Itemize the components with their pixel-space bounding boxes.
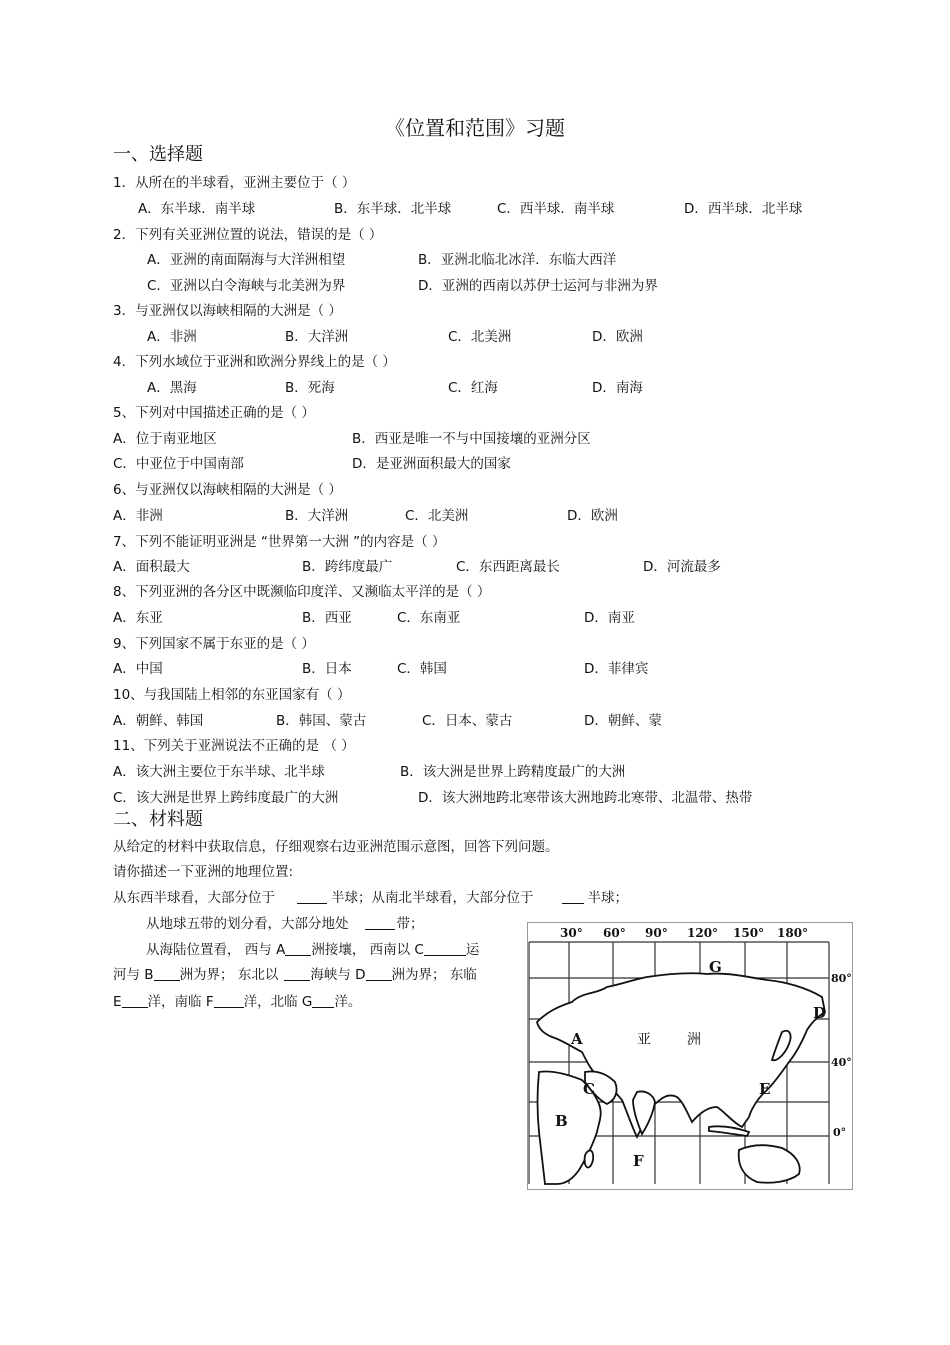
blank-5[interactable] xyxy=(424,941,466,956)
q6-stem: 6、与亚洲仅以海峡相隔的大洲是（ ） xyxy=(113,482,342,498)
q8-option-a: A．东亚 xyxy=(113,610,163,626)
blank-8[interactable] xyxy=(366,966,392,981)
q3-option-b: B．大洋洲 xyxy=(285,329,349,345)
q2-option-b: B．亚洲北临北冰洋．东临大西洋 xyxy=(418,252,617,268)
fill-text: 从海陆位置看， 西与 A xyxy=(146,942,286,958)
blank-2[interactable] xyxy=(562,889,584,904)
fill-text: 从地球五带的划分看，大部分地处 xyxy=(146,916,349,932)
lon-label-30: 30° xyxy=(560,926,583,940)
q9-option-c: C．韩国 xyxy=(397,661,447,677)
q6-option-c: C．北美洲 xyxy=(405,508,469,524)
q9-stem: 9、下列国家不属于东亚的是（ ） xyxy=(113,636,315,652)
q5-option-d: D．是亚洲面积最大的国家 xyxy=(352,456,511,472)
q8-stem: 8、下列亚洲的各分区中既濒临印度洋、又濒临太平洋的是（ ） xyxy=(113,584,491,600)
blank-3[interactable] xyxy=(365,915,395,930)
fill-text: E xyxy=(113,994,122,1010)
fill-text: 洲为界； 东北以 xyxy=(179,967,279,983)
fill-text: 洋。 xyxy=(334,994,362,1010)
blank-6[interactable] xyxy=(154,966,180,981)
q3-stem: 3．与亚洲仅以海峡相隔的大洲是（ ） xyxy=(113,303,342,319)
q10-option-a: A．朝鲜、韩国 xyxy=(113,713,204,729)
q2-option-a: A．亚洲的南面隔海与大洋洲相望 xyxy=(147,252,346,268)
q4-option-b: B．死海 xyxy=(285,380,335,396)
fill-text: 运 xyxy=(465,942,480,958)
lat-label-40: 40° xyxy=(831,1056,852,1069)
fill-line-zone xyxy=(146,915,424,933)
continent-char-1: 亚 xyxy=(637,1032,651,1048)
q9-option-a: A．中国 xyxy=(113,661,163,677)
q10-option-b: B．韩国、蒙古 xyxy=(276,713,367,729)
q1-option-b: B．东半球．北半球 xyxy=(334,201,452,217)
blank-9[interactable] xyxy=(122,993,148,1008)
q10-option-c: C．日本、蒙古 xyxy=(422,713,513,729)
q2-stem: 2．下列有关亚洲位置的说法，错误的是（ ） xyxy=(113,227,383,243)
map-label-G: G xyxy=(709,958,722,976)
fill-text: 河与 B xyxy=(113,967,154,983)
q1-option-a: A．东半球．南半球 xyxy=(138,201,256,217)
fill-text: 带； xyxy=(396,916,424,932)
q4-option-c: C．红海 xyxy=(448,380,498,396)
q9-option-d: D．菲律宾 xyxy=(584,661,649,677)
q4-stem: 4．下列水域位于亚洲和欧洲分界线上的是（ ） xyxy=(113,354,396,370)
q7-option-c: C．东西距离最长 xyxy=(456,559,560,575)
section-choice-heading: 一、选择题 xyxy=(113,144,203,165)
fill-text: 半球； xyxy=(587,890,628,906)
continent-char-2: 洲 xyxy=(687,1032,701,1048)
q2-option-c: C．亚洲以白令海峡与北美洲为界 xyxy=(147,278,346,294)
lon-label-90: 90° xyxy=(645,926,668,940)
fill-line-sea-2 xyxy=(113,966,477,984)
lon-label-60: 60° xyxy=(603,926,626,940)
q11-option-a: A．该大洲主要位于东半球、北半球 xyxy=(113,764,325,780)
asia-map xyxy=(527,922,853,1190)
map-label-A: A xyxy=(571,1030,583,1048)
q6-option-a: A．非洲 xyxy=(113,508,163,524)
map-label-B: B xyxy=(555,1112,568,1130)
q5-option-a: A．位于南亚地区 xyxy=(113,431,217,447)
q1-option-c: C．西半球．南半球 xyxy=(497,201,615,217)
q8-option-c: C．东南亚 xyxy=(397,610,461,626)
q11-option-d: D．该大洲地跨北寒带该大洲地跨北寒带、北温带、热带 xyxy=(418,790,753,806)
blank-11[interactable] xyxy=(312,993,334,1008)
q3-option-a: A．非洲 xyxy=(147,329,197,345)
fill-text: 洋，北临 G xyxy=(243,994,313,1010)
fill-text: 洲为界； 东临 xyxy=(391,967,477,983)
page-title: 《位置和范围》习题 xyxy=(385,116,565,140)
blank-1[interactable] xyxy=(297,889,327,904)
q9-option-b: B．日本 xyxy=(302,661,352,677)
fill-text: 洋，南临 F xyxy=(147,994,214,1010)
fill-line-hemisphere xyxy=(113,889,628,907)
q7-stem: 7、下列不能证明亚洲是 “世界第一大洲 ”的内容是（ ） xyxy=(113,534,446,550)
q5-stem: 5、下列对中国描述正确的是（ ） xyxy=(113,405,315,421)
map-label-F: F xyxy=(633,1152,644,1170)
q11-option-c: C．该大洲是世界上跨纬度最广的大洲 xyxy=(113,790,339,806)
fill-text: 半球；从南北半球看，大部分位于 xyxy=(331,890,534,906)
q7-option-a: A．面积最大 xyxy=(113,559,190,575)
blank-4[interactable] xyxy=(285,941,311,956)
q1-stem: 1．从所在的半球看，亚洲主要位于（ ） xyxy=(113,175,356,191)
blank-10[interactable] xyxy=(214,993,244,1008)
q7-option-d: D．河流最多 xyxy=(643,559,721,575)
q3-option-d: D．欧洲 xyxy=(592,329,643,345)
lat-label-80: 80° xyxy=(831,972,852,985)
lon-label-120: 120° xyxy=(687,926,719,940)
q5-option-c: C．中亚位于中国南部 xyxy=(113,456,244,472)
q11-stem: 11、下列关于亚洲说法不正确的是 （ ） xyxy=(113,738,355,754)
q10-stem: 10、与我国陆上相邻的东亚国家有（ ） xyxy=(113,687,351,703)
q5-option-b: B．西亚是唯一不与中国接壤的亚洲分区 xyxy=(352,431,591,447)
fill-text: 海峡与 D xyxy=(310,967,366,983)
q10-option-d: D．朝鲜、蒙 xyxy=(584,713,662,729)
q6-option-d: D．欧洲 xyxy=(567,508,618,524)
q11-option-b: B．该大洲是世界上跨精度最广的大洲 xyxy=(400,764,626,780)
q4-option-d: D．南海 xyxy=(592,380,643,396)
map-label-C: C xyxy=(583,1080,595,1098)
material-intro: 从给定的材料中获取信息，仔细观察右边亚洲范围示意图，回答下列问题。 xyxy=(113,839,559,855)
blank-7[interactable] xyxy=(284,966,310,981)
q8-option-d: D．南亚 xyxy=(584,610,635,626)
fill-text: 洲接壤， 西南以 C xyxy=(311,942,424,958)
q7-option-b: B．跨纬度最广 xyxy=(302,559,393,575)
madagascar-outline xyxy=(585,1150,594,1167)
lat-label-0: 0° xyxy=(833,1126,847,1139)
q4-option-a: A．黑海 xyxy=(147,380,197,396)
lon-label-150: 150° xyxy=(733,926,765,940)
lon-label-180: 180° xyxy=(777,926,809,940)
map-label-D: D xyxy=(813,1004,827,1022)
fill-text: 从东西半球看，大部分位于 xyxy=(113,890,275,906)
q6-option-b: B．大洋洲 xyxy=(285,508,349,524)
q2-option-d: D．亚洲的西南以苏伊士运河与非洲为界 xyxy=(418,278,658,294)
map-label-E: E xyxy=(759,1080,771,1098)
fill-line-sea-1 xyxy=(146,941,479,959)
q1-option-d: D．西半球．北半球 xyxy=(684,201,803,217)
fill-line-sea-3 xyxy=(113,993,361,1011)
section-material-heading: 二、材料题 xyxy=(113,809,203,830)
q3-option-c: C．北美洲 xyxy=(448,329,512,345)
q8-option-b: B．西亚 xyxy=(302,610,352,626)
material-prompt: 请你描述一下亚洲的地理位置: xyxy=(113,864,294,880)
